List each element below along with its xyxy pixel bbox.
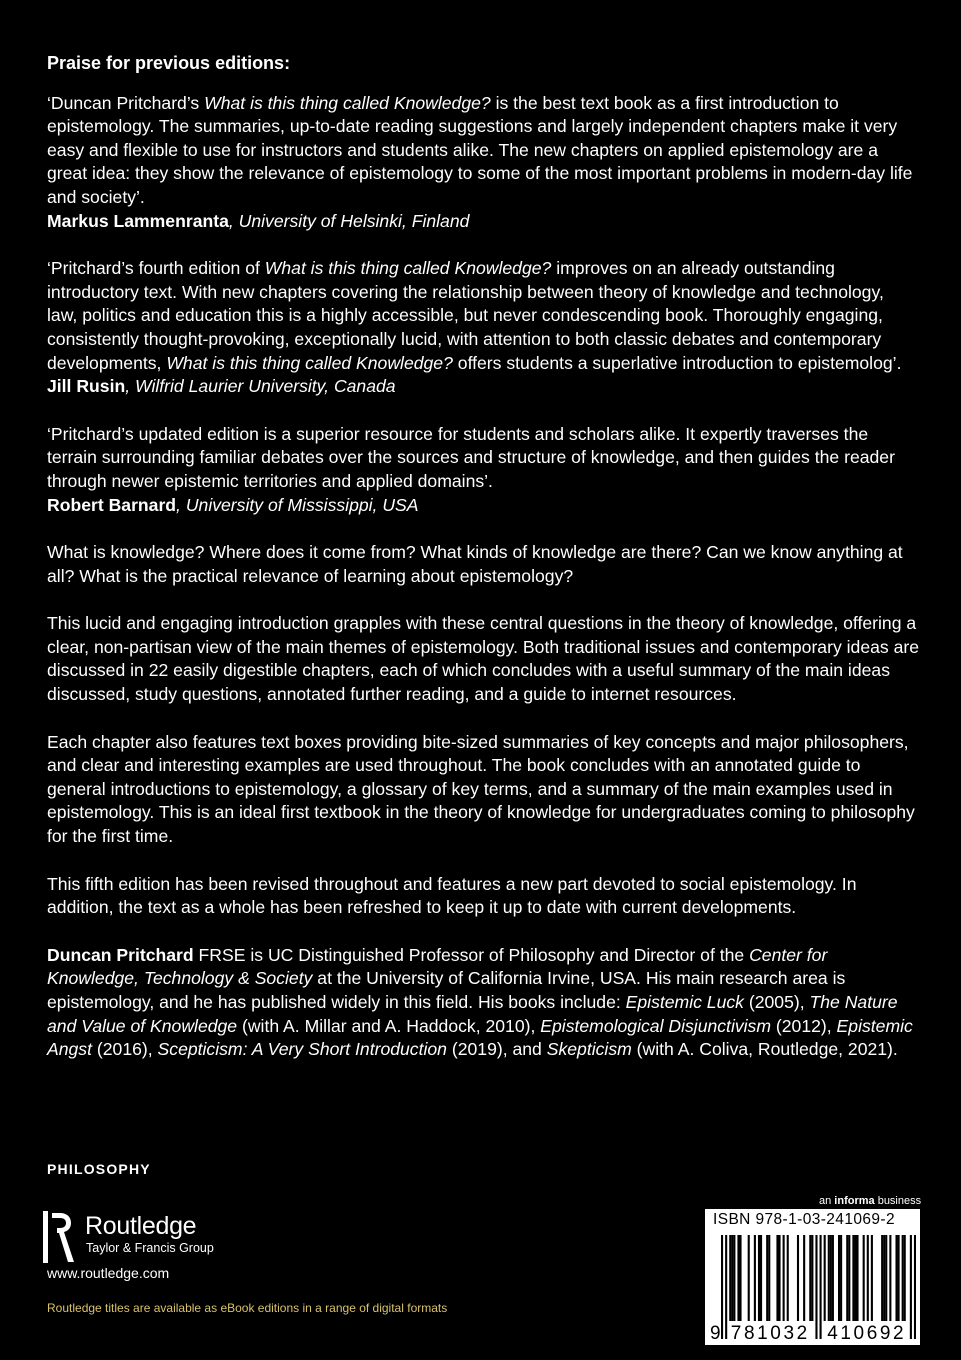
barcode-lead-digit: 9	[710, 1323, 724, 1343]
barcode-bar	[898, 1235, 900, 1321]
barcode-bar	[783, 1235, 785, 1321]
quote-text: ‘Pritchard’s fourth edition of What is this thing called Knowledge? improves on an already outstanding introductory text. With new chapters covering the relationship between theory of knowledge and technology, law, politics and education this is a highly accessible, but never condescending book. Thoroughly engaging, consistently thought-provoking, exceptionally lucid, with attention to both classic debates and contemporary developments, What is this thing called Knowledge? offers students a superlative introduction to epistemolog’.	[47, 258, 902, 373]
barcode-bar	[848, 1235, 850, 1321]
barcode-bar	[840, 1235, 842, 1321]
barcode-bar	[760, 1235, 762, 1321]
quote-attribution: Jill Rusin, Wilfrid Laurier University, Canada	[47, 376, 396, 397]
quote-text: ‘Pritchard’s updated edition is a superior resource for students and scholars alike. It expertly traverses the terrain surrounding familiar debates over the sources and structure of knowledge, and then guides the reader through newer epistemic territories and applied domains’.	[47, 423, 895, 491]
barcode-bar	[731, 1235, 733, 1321]
barcode-bar	[776, 1235, 778, 1321]
description-paragraph: This fifth edition has been revised throughout and features a new part devoted to social epistemology. In addition, the text as a whole has been refreshed to keep it up to date with current developments.	[47, 873, 857, 918]
barcode-bar	[895, 1235, 897, 1321]
subject-category: PHILOSOPHY	[47, 1161, 151, 1177]
barcode-bar	[828, 1235, 830, 1321]
barcode-bar	[733, 1235, 735, 1321]
barcode-bar	[758, 1235, 760, 1321]
barcode-bar	[902, 1235, 904, 1321]
ebook-note: Routledge titles are available as eBook editions in a range of digital formats	[47, 1301, 448, 1315]
barcode-bar	[739, 1235, 741, 1321]
barcode-bar	[824, 1235, 826, 1321]
barcode-bar	[787, 1235, 789, 1321]
barcode-icon	[709, 1233, 916, 1343]
barcode-bar	[729, 1235, 731, 1321]
barcode-bar	[889, 1235, 891, 1321]
back-cover-text	[47, 52, 919, 1062]
quote-attribution: Markus Lammenranta, University of Helsinki, Finland	[47, 210, 470, 231]
barcode-bar	[737, 1235, 739, 1321]
publisher-group: Taylor & Francis Group	[86, 1241, 214, 1255]
barcode-bar	[881, 1235, 883, 1321]
praise-quote-2	[47, 257, 919, 399]
barcode-bar	[871, 1235, 873, 1321]
praise-heading: Praise for previous editions:	[47, 53, 291, 73]
description-paragraph: Each chapter also features text boxes providing bite-sized summaries of key concepts and major philosophers, and clear and interesting examples are used throughout. The book concludes with an annotated guide to general introductions to epistemology, a glossary of key terms, and a summary of the main examples used in epistemology. This is an ideal first textbook in the theory of knowledge for undergraduates coming to philosophy for the first time.	[47, 731, 915, 847]
barcode-bar	[803, 1235, 805, 1321]
author-bio: Duncan Pritchard FRSE is UC Distinguished Professor of Philosophy and Director of the Center for Knowledge, Technology & Society at the University of California Irvine, USA. His main research area is epistemology, and he has published widely in this field. His books include: Epistemic Luck (2005), The Nature and Value of Knowledge (with A. Millar and A. Haddock, 2010), Epistemological Disjunctivism (2012), Epistemic Angst (2016), Scepticism: A Very Short Introduction (2019), and Skepticism (with A. Coliva, Routledge, 2021).	[47, 944, 913, 1060]
barcode-bar	[863, 1235, 865, 1321]
publisher-logo	[41, 1209, 241, 1265]
barcode-right-digits: 410692	[827, 1323, 907, 1343]
barcode-bar	[809, 1235, 811, 1321]
barcode-bar	[885, 1235, 887, 1321]
quote-text: ‘Duncan Pritchard’s What is this thing called Knowledge? is the best text book as a first introduction to epistemology. The summaries, up-to-date reading suggestions and largely independent chapters make it very easy and flexible to use for instructors and students alike. The new chapters on applied epistemology are a great idea: they show the relevance of epistemology to some of the most important problems in modern-day life and society’.	[47, 92, 913, 207]
barcode-bar	[914, 1235, 916, 1339]
barcode-bar	[832, 1235, 834, 1321]
barcode-bar	[811, 1235, 813, 1321]
barcode-bar	[904, 1235, 906, 1321]
barcode-bar	[846, 1235, 848, 1321]
description-paragraph: This lucid and engaging introduction grapples with these central questions in the theory of knowledge, offering a clear, non-partisan view of the main themes of epistemology. Both traditional issues and contemporary ideas are discussed in 22 easily digestible chapters, each of which concludes with a useful summary of the main ideas discussed, study questions, annotated further reading, and a guide to internet resources.	[47, 613, 920, 705]
routledge-logo-icon	[41, 1209, 75, 1265]
barcode-bar	[830, 1235, 832, 1321]
barcode-bar	[725, 1235, 727, 1339]
barcode-bar	[748, 1235, 750, 1321]
praise-quote-3	[47, 423, 919, 517]
barcode-bar	[838, 1235, 840, 1321]
barcode-bar	[820, 1235, 822, 1339]
barcode-bar	[856, 1235, 858, 1321]
barcode-bar	[797, 1235, 799, 1321]
barcode-left-digits: 781032	[730, 1323, 810, 1343]
barcode-bar	[778, 1235, 780, 1321]
isbn-barcode	[705, 1209, 920, 1345]
barcode-bar	[766, 1235, 768, 1321]
barcode-bar	[852, 1235, 854, 1321]
quote-attribution: Robert Barnard, University of Mississippi, USA	[47, 494, 419, 515]
description-paragraph: What is knowledge? Where does it come from? What kinds of knowledge are there? Can we know anything at all? What is the practical relevance of learning about epistemology?	[47, 542, 903, 586]
informa-business: an informa business	[819, 1195, 922, 1207]
barcode-bar	[754, 1235, 756, 1321]
publisher-website: www.routledge.com	[47, 1265, 170, 1281]
barcode-bar	[883, 1235, 885, 1321]
publisher-name: Routledge	[85, 1212, 197, 1240]
barcode-bar	[867, 1235, 869, 1321]
barcode-bar	[768, 1235, 770, 1321]
barcode-bar	[854, 1235, 856, 1321]
barcode-bar	[910, 1235, 912, 1339]
barcode-bar	[815, 1235, 817, 1339]
isbn-label: ISBN 978-1-03-241069-2	[713, 1211, 895, 1228]
praise-quote-1	[47, 92, 919, 234]
